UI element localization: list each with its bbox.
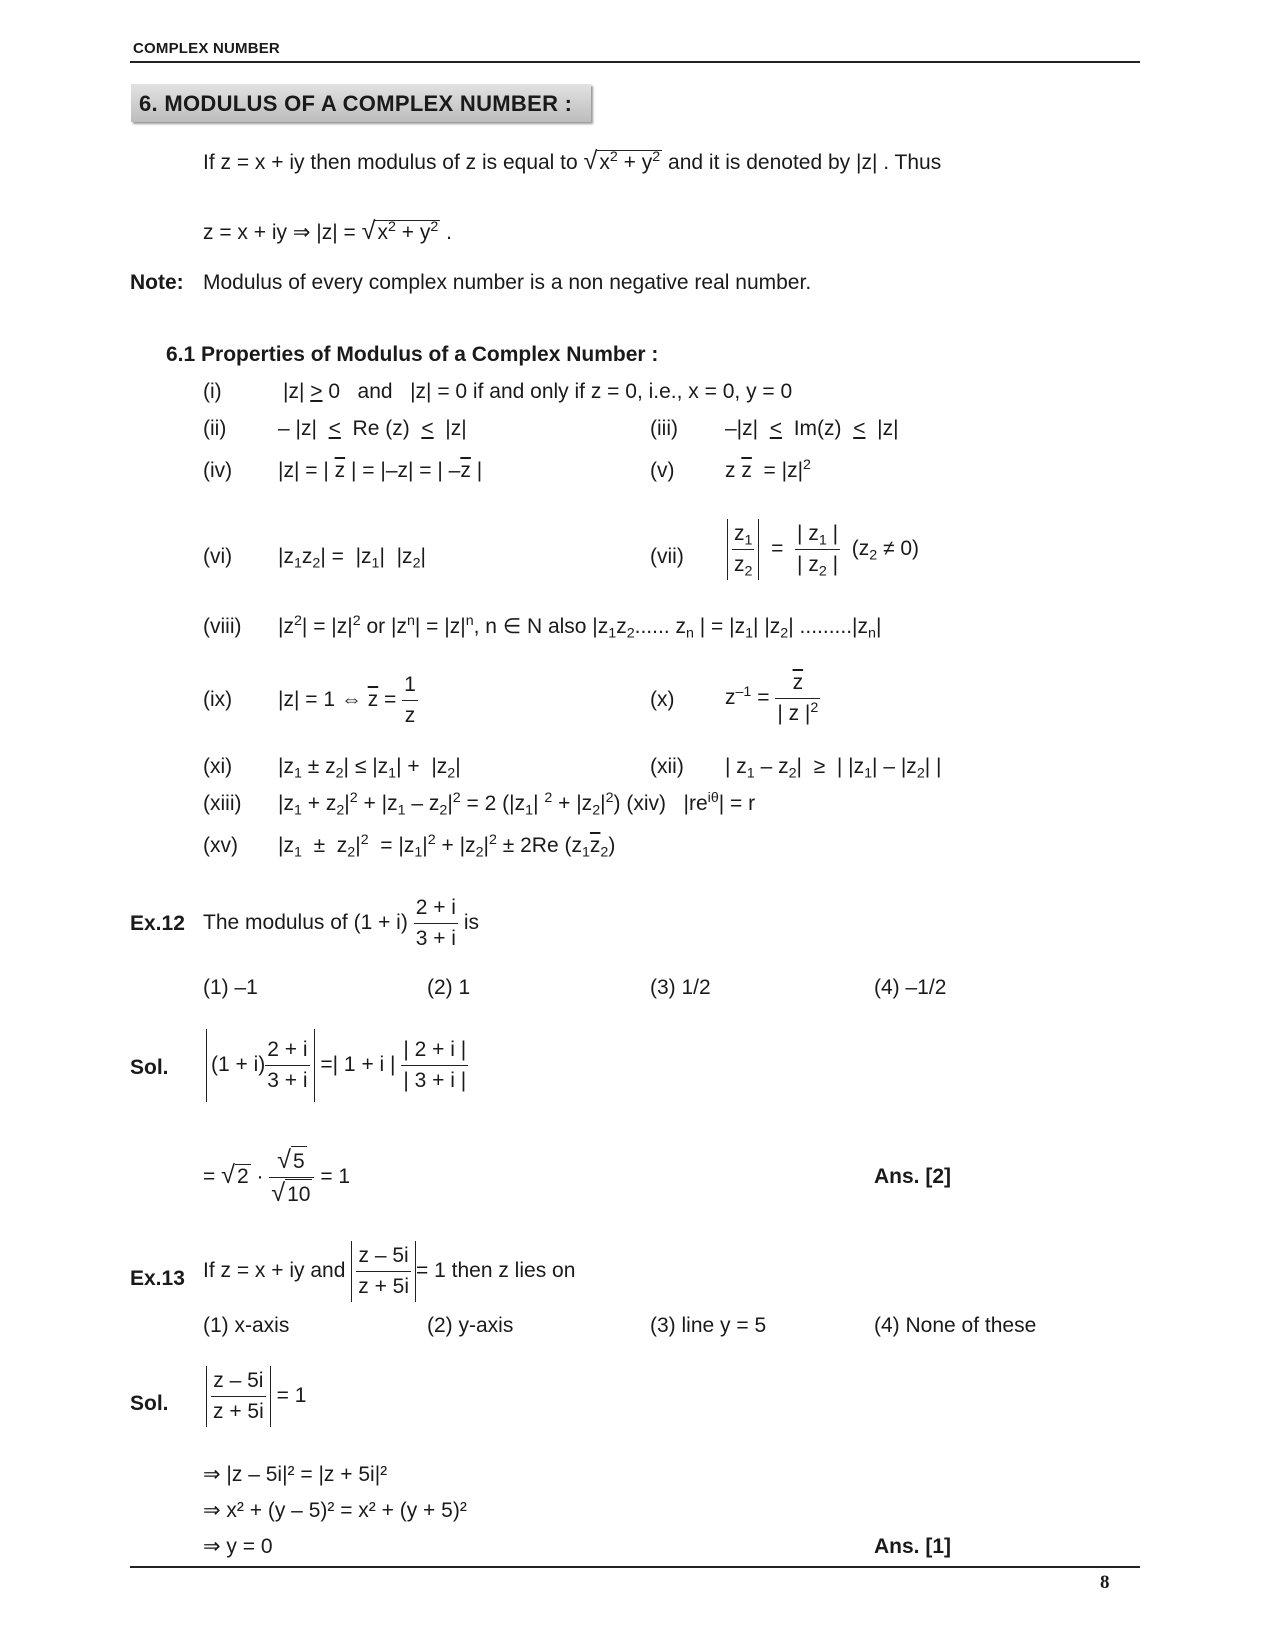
prop-label: (xii) bbox=[650, 755, 684, 778]
prop-vi: $|z_1z_2| = |z_1|$ $|z_2|$ bbox=[278, 545, 426, 572]
prop-i: |z| > 0 and |z| = 0 if and only if z = 0, i.e., x = 0, y = 0 bbox=[283, 380, 793, 403]
ex12-label: Ex.12 bbox=[130, 912, 185, 935]
intro-line-2: z = x + iy ⇒ $|z| = √x^2 + y^2$ . bbox=[203, 217, 452, 245]
sqrt-expression: $√x^2 + y^2$ bbox=[583, 147, 661, 175]
prop-label: (iv) bbox=[203, 459, 233, 482]
prop-iii: –|z| < Im(z) < |z| bbox=[725, 417, 899, 440]
prop-xv: $|z_1 \pm z_2|^2 = |z_1|^2 + |z_2|^2 \pm 2Re$ $(z_1\overline{z}_2)$ bbox=[278, 832, 616, 861]
prop-label: (iii) bbox=[650, 417, 678, 440]
prop-ii: – |z| < Re (z) < |z| bbox=[278, 417, 467, 440]
ex12-option-1: (1) –1 bbox=[203, 976, 258, 999]
sqrt-expression: $√x^2 + y^2$ bbox=[361, 217, 439, 245]
ex13-option-2: (2) y-axis bbox=[427, 1314, 514, 1337]
ex13-fraction bbox=[351, 1241, 416, 1302]
ex13-sol-line-1: $\frac{z - 5i}{z + 5i}$ = 1 bbox=[206, 1366, 306, 1427]
prop-xii: | $z_1 - z_2|$ ≥ | $|z_1| - |z_2|$ | bbox=[725, 755, 942, 782]
ex13-answer: Ans. [1] bbox=[874, 1535, 952, 1558]
ex12-fraction bbox=[414, 893, 458, 954]
ex13-question-b: = 1 then z lies on bbox=[416, 1259, 576, 1283]
ex13-step-3: ⇒ y = 0 bbox=[203, 1535, 273, 1558]
ex13-option-3: (3) line y = 5 bbox=[650, 1314, 767, 1337]
prop-label: (i) bbox=[203, 380, 222, 403]
ex13-question-a: If z = x + iy and bbox=[203, 1259, 346, 1283]
ex12-question-b: is bbox=[463, 911, 479, 935]
intro-text-c: z = x + iy ⇒ |z| = bbox=[203, 221, 356, 244]
intro-text-b: and it is denoted by |z| . Thus bbox=[668, 151, 942, 174]
ex12-sol-line-2: = √2 · $\frac{√5}{√10}$ = 1 bbox=[203, 1145, 350, 1210]
ex12-sol-line-1: (1 + i) $\frac{2 + i}{3 + i}$ =| 1 + i | $\frac{| 2 + i |}{| 3 + i |}$ bbox=[206, 1029, 468, 1102]
ex12-question bbox=[203, 893, 479, 954]
ex12-answer: Ans. [2] bbox=[874, 1165, 952, 1188]
ex12-option-2: (2) 1 bbox=[427, 976, 471, 999]
ex13-sol-label: Sol. bbox=[130, 1392, 169, 1415]
ex12-option-3: (3) 1/2 bbox=[650, 976, 711, 999]
ex13-option-1: (1) x-axis bbox=[203, 1314, 290, 1337]
ex12-option-4: (4) –1/2 bbox=[874, 976, 947, 999]
ex13-frac-den: z + 5i bbox=[358, 1275, 410, 1298]
ex12-frac-den: 3 + i bbox=[415, 927, 456, 950]
intro-text-a: If z = x + iy then modulus of z is equal to bbox=[203, 151, 578, 174]
section-title: 6. MODULUS OF A COMPLEX NUMBER : bbox=[139, 91, 573, 116]
running-header: COMPLEX NUMBER bbox=[133, 40, 280, 57]
note-text: Modulus of every complex number is a non negative real number. bbox=[203, 271, 812, 294]
section-banner bbox=[131, 84, 591, 122]
prop-label: (x) bbox=[650, 688, 675, 711]
prop-label: (viii) bbox=[203, 615, 242, 638]
prop-label: (ii) bbox=[203, 417, 227, 440]
intro-line-1 bbox=[203, 149, 941, 175]
page-number: 8 bbox=[1100, 1572, 1110, 1593]
prop-xiii-xiv: $|z_1 + z_2|^2 + |z_1 - z_2|^2 = 2$ ($|z_1|$ $^2 + |z_2|^2$) (xiv) $|re^{i\theta}| = r$ bbox=[278, 790, 756, 819]
prop-v: z $\overline{z} = |z|^2$ bbox=[725, 457, 811, 482]
prop-iv: |z| = | $\overline{z}$ | = |–z| = | $-\overline{z}$ | bbox=[278, 459, 483, 482]
ex13-label: Ex.13 bbox=[130, 1267, 185, 1290]
ex13-step-1: ⇒ |z – 5i|² = |z + 5i|² bbox=[203, 1463, 388, 1486]
prop-label: (xv) bbox=[203, 834, 238, 857]
ex13-frac-num: z – 5i bbox=[356, 1241, 411, 1272]
header-rule bbox=[130, 61, 1140, 63]
prop-label: (ix) bbox=[203, 688, 233, 711]
footer-rule bbox=[130, 1566, 1140, 1568]
prop-xi: $|z_1 \pm z_2| \le |z_1| + |z_2|$ bbox=[278, 755, 461, 782]
note-label: Note: bbox=[130, 271, 184, 294]
prop-viii: $|z^2| = |z|^2$ or $|z^n| = |z|^n$, n ∈ N also $|z_1z_2$...... $z_n$ | = $|z_1|$ $|z_2|$ $.........|z_n|$ bbox=[278, 613, 882, 642]
prop-label: (xi) bbox=[203, 755, 233, 778]
prop-ix: |z| = 1 ⇔ $\overline{z}$ = $\frac{1}{z}$ bbox=[278, 670, 418, 731]
prop-label: (xiii) bbox=[203, 792, 242, 815]
ex13-question bbox=[203, 1241, 575, 1302]
ex12-question-a: The modulus of (1 + i) bbox=[203, 911, 408, 935]
prop-label: (vii) bbox=[650, 545, 684, 568]
ex13-option-4: (4) None of these bbox=[874, 1314, 1037, 1337]
prop-vii: $\frac{z_1}{z_2}$ = $\frac{| z_1 |}{| z_2 |}$ $(z_2 \ne 0)$ bbox=[727, 519, 919, 580]
ex13-step-2: ⇒ x² + (y – 5)² = x² + (y + 5)² bbox=[203, 1499, 467, 1522]
ex12-frac-num: 2 + i bbox=[414, 893, 458, 924]
prop-x: $z^{-1}$ = $\frac{\overline{z}}{| z |^2}$ bbox=[725, 668, 820, 729]
prop-label: (vi) bbox=[203, 545, 233, 568]
ex12-sol-label: Sol. bbox=[130, 1056, 169, 1079]
subsection-title: 6.1 Properties of Modulus of a Complex Number : bbox=[166, 343, 659, 366]
prop-label: (v) bbox=[650, 459, 675, 482]
